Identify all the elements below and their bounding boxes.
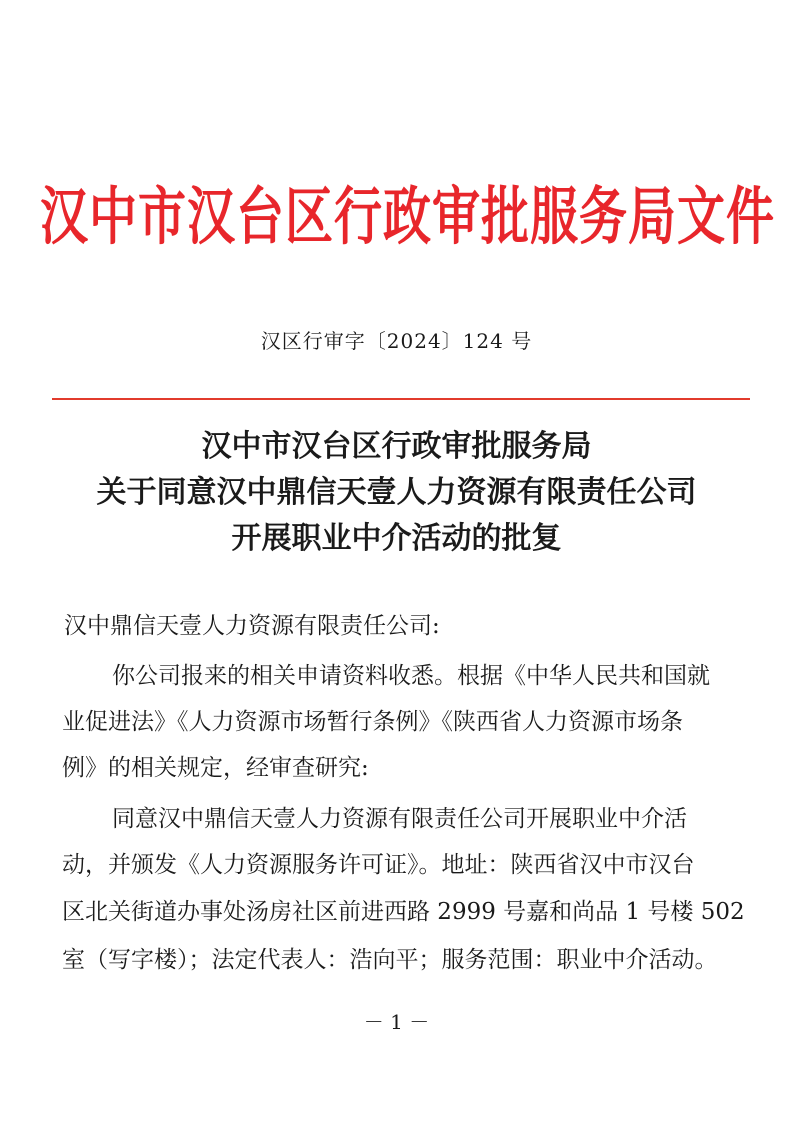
- title-line: 开展职业中介活动的批复: [231, 521, 562, 556]
- paragraph-2-line: 区北关街道办事处汤房社区前进西路 2999 号嘉和尚品 1 号楼 502: [62, 899, 745, 925]
- paragraph-2-line: 同意汉中鼎信天壹人力资源有限责任公司开展职业中介活: [112, 806, 687, 832]
- paragraph-1-line: 例》的相关规定，经审查研究:: [62, 755, 369, 781]
- paragraph-1-line: 业促进法》《人力资源市场暂行条例》《陕西省人力资源市场条: [62, 709, 683, 735]
- paragraph-2-line: 室（写字楼）；法定代表人：浩向平；服务范围：职业中介活动。: [62, 947, 718, 973]
- document-number: 汉区行审字〔2024〕124 号: [260, 329, 533, 353]
- title-line: 关于同意汉中鼎信天壹人力资源有限责任公司: [96, 475, 697, 510]
- paragraph-2-line: 动，并颁发《人力资源服务许可证》。地址：陕西省汉中市汉台: [62, 852, 695, 878]
- page-number: － 1 －: [363, 1010, 430, 1034]
- masthead-title: 汉中市汉台区行政审批服务局文件: [40, 180, 776, 254]
- title-line: 汉中市汉台区行政审批服务局: [201, 429, 592, 464]
- paragraph-1-line: 你公司报来的相关申请资料收悉。根据《中华人民共和国就: [112, 663, 710, 689]
- red-divider: [52, 398, 750, 400]
- addressee: 汉中鼎信天壹人力资源有限责任公司:: [64, 613, 440, 639]
- document-title: [40, 424, 753, 562]
